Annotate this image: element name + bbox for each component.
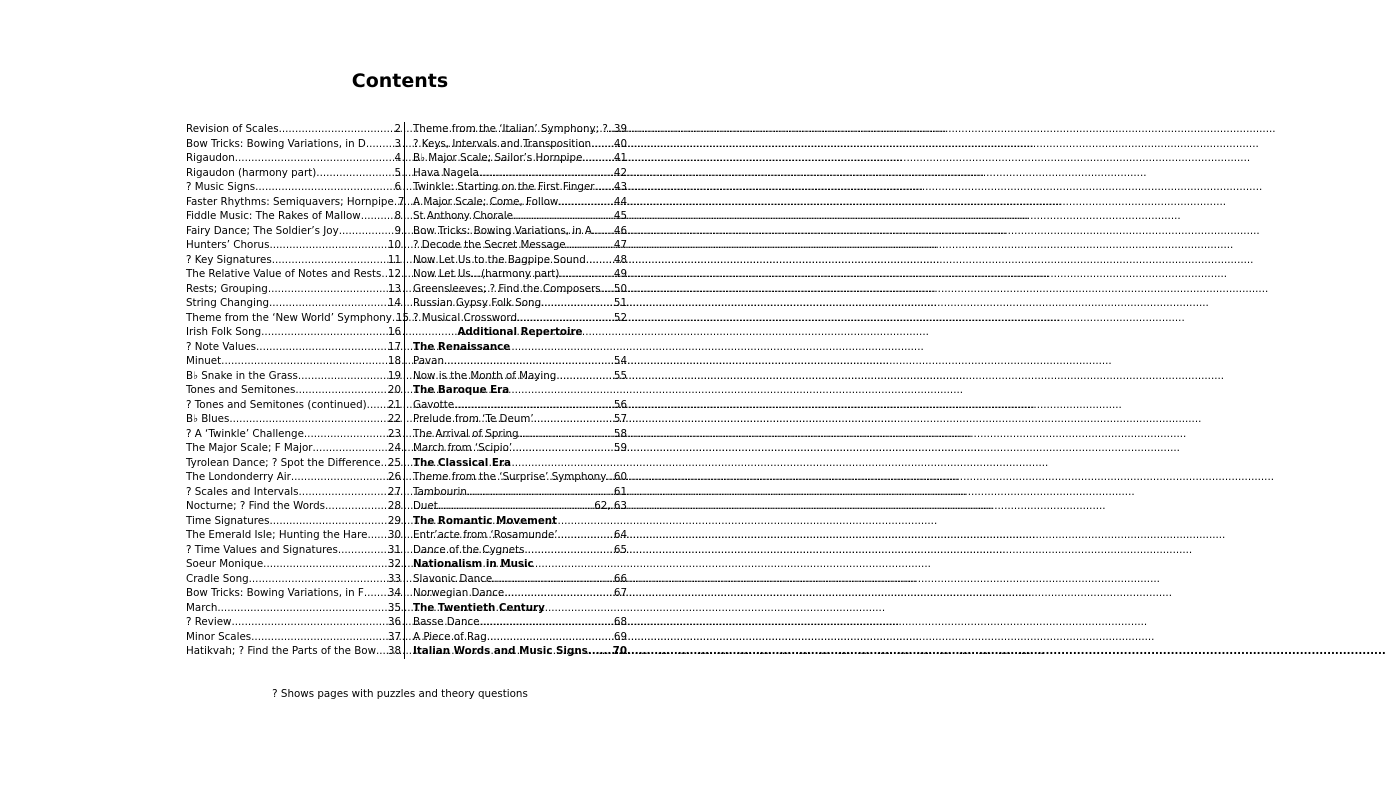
dot-leader [316, 166, 394, 181]
toc-entry [186, 398, 404, 413]
toc-entry-title: Rigaudon [186, 152, 235, 164]
dot-leader [582, 151, 613, 166]
toc-entry-page: 4 [394, 152, 401, 164]
toc-entry [413, 180, 627, 195]
toc-entry-title: Prelude from ‘Te Deum’ [413, 413, 534, 425]
toc-entry-page: 52 [613, 311, 627, 324]
toc-entry-title: B♭ Snake in the Grass [186, 369, 298, 382]
toc-entry-page: 43 [613, 181, 627, 193]
dot-leader [364, 586, 388, 601]
toc-entry [413, 282, 627, 297]
toc-entry-title: Faster Rhythms: Semiquavers; Hornpipe [186, 195, 394, 208]
toc-entry-title: A Major Scale; Come, Follow [413, 195, 559, 208]
toc-entry-page: 21 [387, 398, 401, 411]
dot-leader [586, 253, 614, 268]
toc-entry-title: Russian Gypsy Folk Song [413, 297, 542, 309]
dot-leader [566, 238, 614, 253]
dot-leader [263, 557, 388, 572]
toc-entry-title: Entr’acte from ‘Rosamunde’ [413, 529, 558, 541]
toc-entry-title: The Relative Value of Notes and Rests [186, 268, 382, 280]
toc-entry-page: 62, 63 [594, 500, 627, 512]
toc-entry [186, 528, 404, 543]
toc-entry-title: Now Let Us…(harmony part) [413, 268, 560, 280]
toc-entry [186, 151, 404, 166]
toc-entry-page: 5 [394, 166, 401, 179]
toc-entry [186, 601, 404, 616]
toc-entry [413, 369, 627, 384]
toc-entry [413, 296, 627, 311]
toc-entry-title: ? Key Signatures [186, 253, 272, 266]
toc-entry-page: 3 [394, 137, 401, 150]
toc-entry-page: 13 [387, 282, 401, 295]
toc-entry-page: 26 [387, 471, 401, 483]
toc-entry-title: Gavotte [413, 398, 455, 411]
dot-leader [299, 485, 388, 500]
toc-entry-title: Revision of Scales [186, 123, 279, 135]
dot-leader [235, 151, 395, 166]
toc-entry [186, 253, 404, 268]
additional-repertoire-heading: Additional Repertoire [457, 326, 583, 338]
page-title: Contents [351, 70, 449, 92]
toc-entry-page: 47 [613, 239, 627, 251]
toc-entry-title: Hatikvah; ? Find the Parts of the Bow [186, 645, 376, 657]
dot-leader [217, 601, 388, 616]
toc-entry [413, 644, 627, 659]
toc-entry [413, 470, 627, 485]
toc-entry [413, 267, 627, 282]
toc-entry [186, 195, 404, 210]
toc-entry [186, 630, 404, 645]
toc-entry [413, 311, 627, 326]
toc-entry-title: Minor Scales [186, 630, 252, 643]
toc-entry-page: 50 [613, 282, 627, 295]
toc-entry-title: Hava Nagela [413, 166, 479, 179]
toc-entry-page: 9 [394, 224, 401, 237]
toc-entry-page: 8 [394, 210, 401, 222]
toc-entry-page: 31 [387, 543, 401, 556]
dot-leader [556, 369, 614, 384]
dot-leader [534, 412, 614, 427]
dot-leader [519, 427, 614, 442]
toc-entry-title: ? Keys, Intervals and Transposition [413, 137, 592, 150]
toc-entry-page: 61 [613, 485, 627, 498]
toc-entry-title: Fiddle Music: The Rakes of Mallow [186, 210, 361, 222]
toc-entry-title: Duet [413, 500, 438, 512]
toc-entry [186, 137, 404, 152]
section-heading: The Classical Era [413, 456, 511, 469]
toc-entry-page: 24 [387, 442, 401, 454]
toc-entry-title: Fairy Dance; The Soldier’s Joy [186, 224, 339, 237]
toc-entry-page: 6 [394, 181, 401, 193]
toc-entry-page: 34 [387, 587, 401, 599]
toc-entry-page: 25 [387, 456, 401, 469]
toc-entry-title: Bow Tricks: Bowing Variations, in A [413, 224, 592, 237]
toc-entry [186, 122, 404, 137]
dot-leader [438, 499, 594, 514]
toc-entry [186, 543, 404, 558]
dot-leader [606, 470, 614, 485]
dot-leader [269, 238, 387, 253]
toc-entry [413, 354, 627, 369]
toc-entry-page: 69 [613, 630, 627, 643]
toc-entry [186, 572, 404, 587]
toc-entry-title: Dance of the Cygnets [413, 543, 525, 556]
toc-entry-title: Cradle Song [186, 572, 249, 585]
toc-entry-page: 28 [387, 500, 401, 512]
dot-leader [588, 644, 613, 659]
toc-entry-page: 65 [613, 543, 627, 556]
toc-entry-page: 60 [613, 471, 627, 483]
toc-entry [186, 238, 404, 253]
toc-entry-page: 20 [387, 384, 401, 396]
toc-entry-title: Tyrolean Dance; ? Spot the Difference [186, 456, 381, 469]
dot-leader [279, 122, 395, 137]
section-heading: The Twentieth Century [413, 601, 545, 614]
toc-entry [186, 557, 404, 572]
toc-entry [186, 383, 404, 398]
toc-entry [186, 586, 404, 601]
toc-entry [186, 514, 404, 529]
dot-leader [231, 615, 387, 630]
toc-entry-title: Tones and Semitones [186, 384, 296, 396]
dot-leader [251, 630, 388, 645]
toc-entry-title: Irish Folk Song [186, 326, 262, 338]
dot-leader [591, 137, 614, 152]
toc-entry-page: 33 [387, 572, 401, 585]
toc-entry-title: Italian Words and Music Signs [413, 645, 588, 657]
dot-leader [444, 354, 614, 369]
dot-leader [541, 296, 614, 311]
toc-entry [413, 166, 627, 181]
toc-entry [413, 398, 627, 413]
dot-leader [304, 427, 388, 442]
dot-leader [467, 485, 614, 500]
dot-leader [229, 412, 388, 427]
dot-leader [313, 441, 388, 456]
toc-entry-page: 32 [387, 558, 401, 570]
dot-leader [512, 441, 614, 456]
toc-entry-title: Nocturne; ? Find the Words [186, 500, 325, 512]
dot-leader [361, 209, 395, 224]
dot-leader [270, 514, 388, 529]
dot-leader [295, 383, 388, 398]
toc-entry-page: 48 [613, 253, 627, 266]
toc-entry-title: Bow Tricks: Bowing Variations, in F [186, 587, 364, 599]
footnote: ? Shows pages with puzzles and theory questions [272, 688, 528, 700]
toc-entry-page: 19 [387, 369, 401, 382]
dot-leader [249, 572, 388, 587]
toc-entry-title: String Changing [186, 297, 270, 309]
toc-entry-page: 22 [387, 413, 401, 425]
toc-entry-page: 59 [613, 442, 627, 454]
dot-leader [255, 180, 394, 195]
dot-leader [479, 615, 613, 630]
toc-entry-title: ? Time Values and Signatures [186, 543, 338, 556]
toc-entry-title: B♭ Blues [186, 413, 230, 425]
toc-entry [413, 253, 627, 268]
dot-leader [525, 543, 614, 558]
toc-entry-page: 49 [613, 268, 627, 280]
dot-leader [367, 398, 388, 413]
toc-entry [413, 572, 627, 587]
toc-entry-title: Norwegian Dance [413, 587, 505, 599]
toc-entry-page: 45 [613, 210, 627, 222]
toc-entry-page: 68 [613, 616, 627, 628]
toc-entry-page: 67 [613, 587, 627, 599]
toc-entry-title: ? Scales and Intervals [186, 485, 299, 498]
toc-entry-page: 10 [387, 239, 401, 251]
dot-leader [601, 282, 614, 297]
toc-entry-title: ? A ‘Twinkle’ Challenge [186, 427, 304, 440]
toc-entry [186, 615, 404, 630]
toc-entry [186, 166, 404, 181]
toc-entry-title: Now Let Us to the Bagpipe Sound [413, 253, 586, 266]
toc-entry [413, 441, 627, 456]
toc-entry [186, 224, 404, 239]
toc-entry-page: 46 [613, 224, 627, 237]
toc-entry-title: The Major Scale; F Major [186, 442, 313, 454]
toc-entry [413, 195, 627, 210]
toc-entry [186, 427, 404, 442]
toc-entry [186, 470, 404, 485]
toc-entry-page: 27 [387, 485, 401, 498]
toc-entry-page: 42 [613, 166, 627, 179]
toc-entry [413, 151, 627, 166]
toc-entry-title: Tambourin [413, 485, 467, 498]
toc-entry [186, 441, 404, 456]
toc-entry-title: Greensleeves; ? Find the Composers [413, 282, 601, 295]
toc-entry-title: B♭ Major Scale; Sailor’s Hornpipe [413, 152, 583, 164]
toc-entry-title: St Anthony Chorale [413, 210, 513, 222]
contents-right-column [413, 122, 627, 659]
dot-leader [272, 253, 388, 268]
toc-entry-title: Slavonic Dance [413, 572, 493, 585]
toc-entry [413, 528, 627, 543]
toc-entry-title: Hunters’ Chorus [186, 239, 270, 251]
toc-entry [413, 137, 627, 152]
toc-entry-page: 51 [613, 297, 627, 309]
dot-leader [366, 137, 395, 152]
toc-entry-title: Rests; Grouping [186, 282, 268, 295]
dot-leader [338, 543, 388, 558]
toc-entry-page: 7 [397, 195, 405, 208]
toc-entry-page: 58 [613, 427, 627, 440]
toc-entry-title: Theme from the ‘Italian’ Symphony; ? [413, 123, 608, 135]
dot-leader [291, 470, 388, 485]
toc-entry-title: March [186, 601, 218, 614]
toc-entry-page: 70 [612, 645, 627, 657]
dot-leader [339, 224, 395, 239]
toc-entry [186, 267, 404, 282]
section-heading: The Renaissance [413, 340, 511, 353]
toc-entry-page: 29 [387, 514, 401, 527]
toc-entry [186, 311, 410, 326]
toc-entry-title: Now is the Month of Maying [413, 369, 557, 382]
toc-entry [186, 180, 404, 195]
toc-entry-title: ? Note Values [186, 340, 257, 353]
dot-leader [479, 166, 614, 181]
toc-entry-page: 56 [613, 398, 627, 411]
dot-leader [504, 586, 614, 601]
dot-leader [492, 572, 614, 587]
dot-leader [558, 528, 614, 543]
toc-entry-title: The Londonderry Air [186, 471, 291, 483]
toc-entry [413, 427, 627, 442]
dot-leader [454, 398, 614, 413]
toc-entry-title: The Arrival of Spring [413, 427, 519, 440]
toc-entry-title: Bow Tricks: Bowing Variations, in D [186, 137, 366, 150]
toc-entry-title: Theme from the ‘New World’ Symphony [186, 311, 392, 324]
toc-entry [413, 412, 627, 427]
toc-entry [186, 369, 404, 384]
toc-entry-page: 12 [387, 268, 401, 280]
toc-entry-title: ? Decode the Secret Message [413, 239, 566, 251]
toc-entry [413, 586, 627, 601]
toc-entry [186, 644, 404, 659]
toc-entry-page: 15 [395, 311, 410, 324]
toc-entry [413, 224, 627, 239]
toc-entry [186, 282, 404, 297]
toc-entry-title: Rigaudon (harmony part) [186, 166, 317, 179]
section-heading: The Romantic Movement [413, 514, 558, 527]
toc-entry-page: 36 [387, 616, 401, 628]
dot-leader [487, 630, 614, 645]
dot-leader [367, 528, 387, 543]
toc-entry [186, 354, 404, 369]
dot-leader [261, 325, 388, 340]
toc-entry [186, 209, 404, 224]
toc-entry-title: Time Signatures [186, 514, 270, 527]
toc-entry-title: Basse Dance [413, 616, 480, 628]
section-heading: Nationalism in Music [413, 558, 534, 570]
dot-leader [269, 296, 388, 311]
toc-entry [413, 630, 627, 645]
toc-entry [186, 456, 404, 471]
toc-entry-page: 16 [387, 326, 401, 338]
toc-entry-title: Minuet [186, 355, 222, 367]
toc-entry-page: 66 [613, 572, 627, 585]
toc-entry-page: 23 [387, 427, 401, 440]
dot-leader [517, 311, 614, 326]
dot-leader [513, 209, 614, 224]
toc-entry [413, 615, 627, 630]
dot-leader [592, 224, 614, 239]
dot-leader [376, 644, 388, 659]
toc-entry-page: 2 [394, 123, 401, 135]
section-heading: The Baroque Era [413, 384, 510, 396]
toc-entry-page: 54 [613, 355, 627, 367]
toc-entry-title: ? Music Signs [186, 181, 256, 193]
dot-leader [381, 456, 388, 471]
toc-entry-page: 17 [387, 340, 401, 353]
dot-leader [559, 267, 614, 282]
toc-entry-page: 44 [613, 195, 627, 208]
dot-leader [595, 180, 614, 195]
dot-leader [325, 499, 388, 514]
toc-entry-page: 64 [613, 529, 627, 541]
toc-entry-page: 55 [613, 369, 627, 382]
toc-entry-title: Twinkle: Starting on the First Finger [413, 181, 595, 193]
toc-entry [186, 499, 404, 514]
toc-entry [186, 296, 404, 311]
toc-entry-title: Soeur Monique [186, 558, 264, 570]
toc-entry-page: 30 [387, 529, 401, 541]
toc-entry [186, 325, 404, 340]
toc-entry-page: 57 [613, 413, 627, 425]
toc-entry-page: 11 [387, 253, 401, 266]
toc-entry [413, 122, 627, 137]
dot-leader [268, 282, 388, 297]
toc-entry-title: ? Review [186, 616, 232, 628]
toc-entry [413, 485, 627, 500]
toc-entry-page: 37 [387, 630, 401, 643]
toc-entry [186, 340, 404, 355]
toc-entry-page: 41 [613, 152, 627, 164]
toc-entry-page: 39 [613, 123, 627, 135]
dot-leader [558, 195, 614, 210]
toc-entry [186, 485, 404, 500]
toc-entry [413, 499, 627, 514]
toc-entry-title: ? Musical Crossword [413, 311, 518, 324]
toc-entry [413, 209, 627, 224]
toc-entry-page: 14 [387, 297, 401, 309]
toc-entry [413, 543, 627, 558]
toc-entry-title: Pavan [413, 355, 444, 367]
toc-entry-page: 38 [387, 645, 401, 657]
toc-entry-page: 35 [387, 601, 401, 614]
toc-entry [413, 238, 627, 253]
toc-entry-title: March from ‘Scipio’ [413, 442, 513, 454]
dot-leader [256, 340, 388, 355]
toc-entry-page: 18 [387, 355, 401, 367]
toc-entry-title: The Emerald Isle; Hunting the Hare [186, 529, 368, 541]
toc-entry-title: ? Tones and Semitones (continued) [186, 398, 367, 411]
contents-left-column [186, 122, 410, 659]
toc-entry [186, 412, 404, 427]
dot-leader [221, 354, 388, 369]
toc-entry-title: A Piece of Rag [413, 630, 487, 643]
toc-entry-title: Theme from the ‘Surprise’ Symphony [413, 471, 607, 483]
toc-entry-page: 40 [613, 137, 627, 150]
dot-leader [298, 369, 388, 384]
